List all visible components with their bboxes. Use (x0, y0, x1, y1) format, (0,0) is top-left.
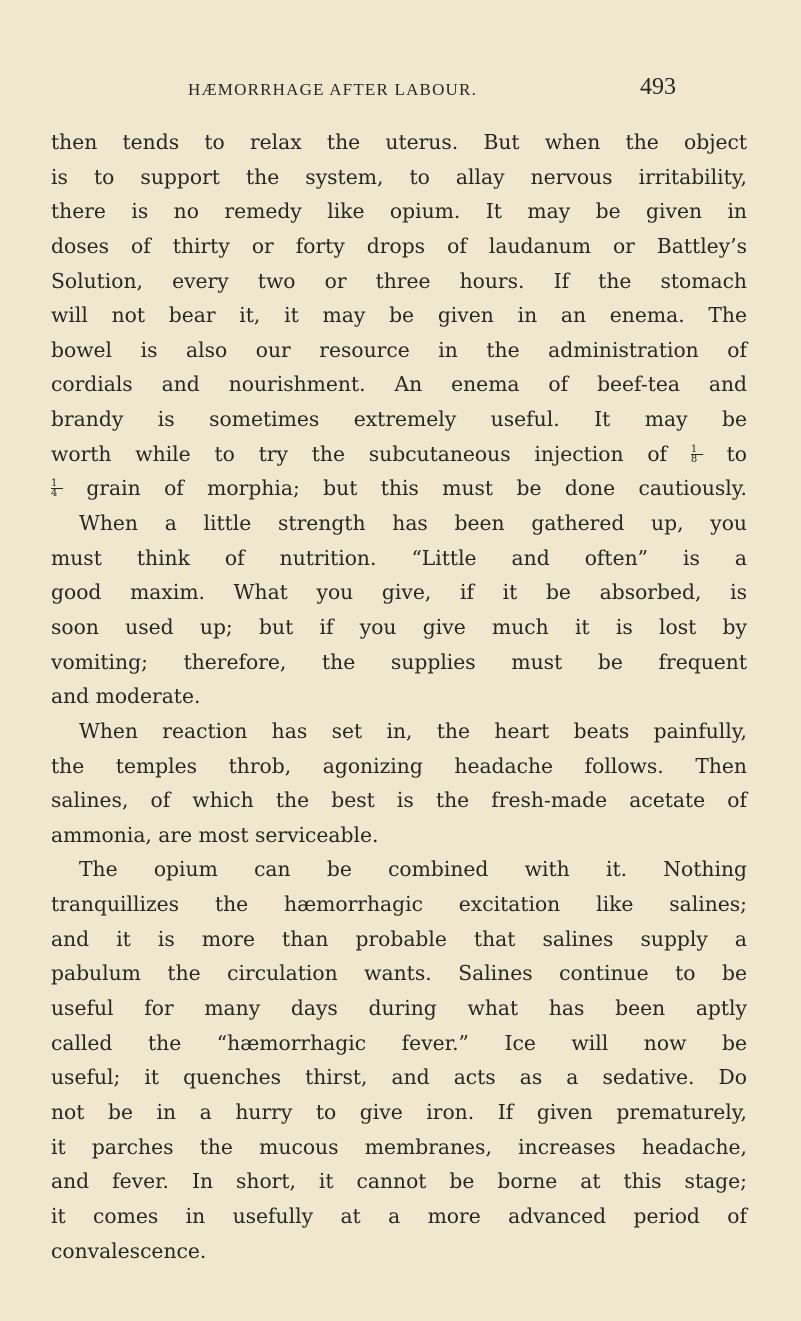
fraction-numerator: 1 (691, 445, 703, 455)
fraction-denominator: 4 (51, 488, 58, 500)
body-text (51, 125, 747, 1268)
text-line: then tends to relax the uterus. But when the object (51, 130, 747, 154)
text-line: useful; it quenches thirst, and acts as a sedative. Do (51, 1065, 747, 1090)
text-line: called the “hæmorrhagic fever.” Ice will now be (51, 1030, 747, 1055)
fraction-denominator: 8 (690, 453, 698, 465)
text-line: doses of thirty or forty drops of laudanum or Battley’s (51, 233, 747, 258)
text-line: useful for many days during what has been aptly (51, 996, 747, 1021)
text-line: there is no remedy like opium. It may be given in (51, 199, 747, 224)
text-line: and fever. In short, it cannot be borne at this stage; (51, 1169, 747, 1194)
page-number: 493 (640, 74, 676, 100)
text-line: salines, of which the best is the fresh-made acetate of (51, 788, 747, 813)
text-line: pabulum the circulation wants. Salines continue to be (51, 961, 747, 986)
text-line: ammonia, are most serviceable. (51, 822, 379, 847)
line-text-before: worth while to try the subcutaneous injection of (51, 441, 691, 466)
text-line: cordials and nourishment. An enema of beef-tea and (51, 372, 747, 397)
text-line: When reaction has set in, the heart beats painfully, (79, 718, 747, 743)
line-text-after: to (702, 441, 748, 466)
text-line: bowel is also our resource in the administration of (51, 337, 747, 362)
text-line: Solution, every two or three hours. If the stomach (51, 268, 747, 293)
line-text-after: grain of morphia; but this must be done cautiously. (63, 476, 747, 501)
text-line: convalescence. (51, 1238, 207, 1263)
text-line: and moderate. (51, 684, 201, 709)
text-line: and it is more than probable that salines supply a (51, 926, 747, 951)
text-line-with-fraction (51, 471, 747, 506)
text-line: good maxim. What you give, if it be absorbed, is (51, 580, 747, 605)
text-line: When a little strength has been gathered up, you (79, 511, 747, 536)
fraction-numerator: 1 (51, 479, 63, 489)
fraction-one-eighth (691, 445, 703, 465)
text-line: must think of nutrition. “Little and often” is a (51, 545, 747, 570)
text-line: brandy is sometimes extremely useful. It may be (51, 407, 747, 432)
text-line: vomiting; therefore, the supplies must be frequent (51, 649, 747, 674)
text-line: it parches the mucous membranes, increases headache, (51, 1134, 747, 1159)
text-line: the temples throb, agonizing headache follows. Then (51, 753, 747, 778)
running-title: HÆMORRHAGE AFTER LABOUR. (188, 80, 478, 99)
text-line: tranquillizes the hæmorrhagic excitation like salines; (51, 892, 747, 917)
fraction-one-quarter (51, 479, 63, 499)
running-head (0, 74, 801, 106)
text-line: is to support the system, to allay nervous irritability, (51, 164, 747, 189)
text-line: will not bear it, it may be given in an enema. The (51, 303, 747, 328)
text-line: The opium can be combined with it. Nothing (79, 857, 747, 882)
text-line: it comes in usefully at a more advanced period of (51, 1203, 747, 1228)
text-line: soon used up; but if you give much it is lost by (51, 614, 747, 639)
text-line: not be in a hurry to give iron. If given prematurely, (51, 1099, 747, 1124)
text-line-with-fraction (51, 437, 747, 472)
